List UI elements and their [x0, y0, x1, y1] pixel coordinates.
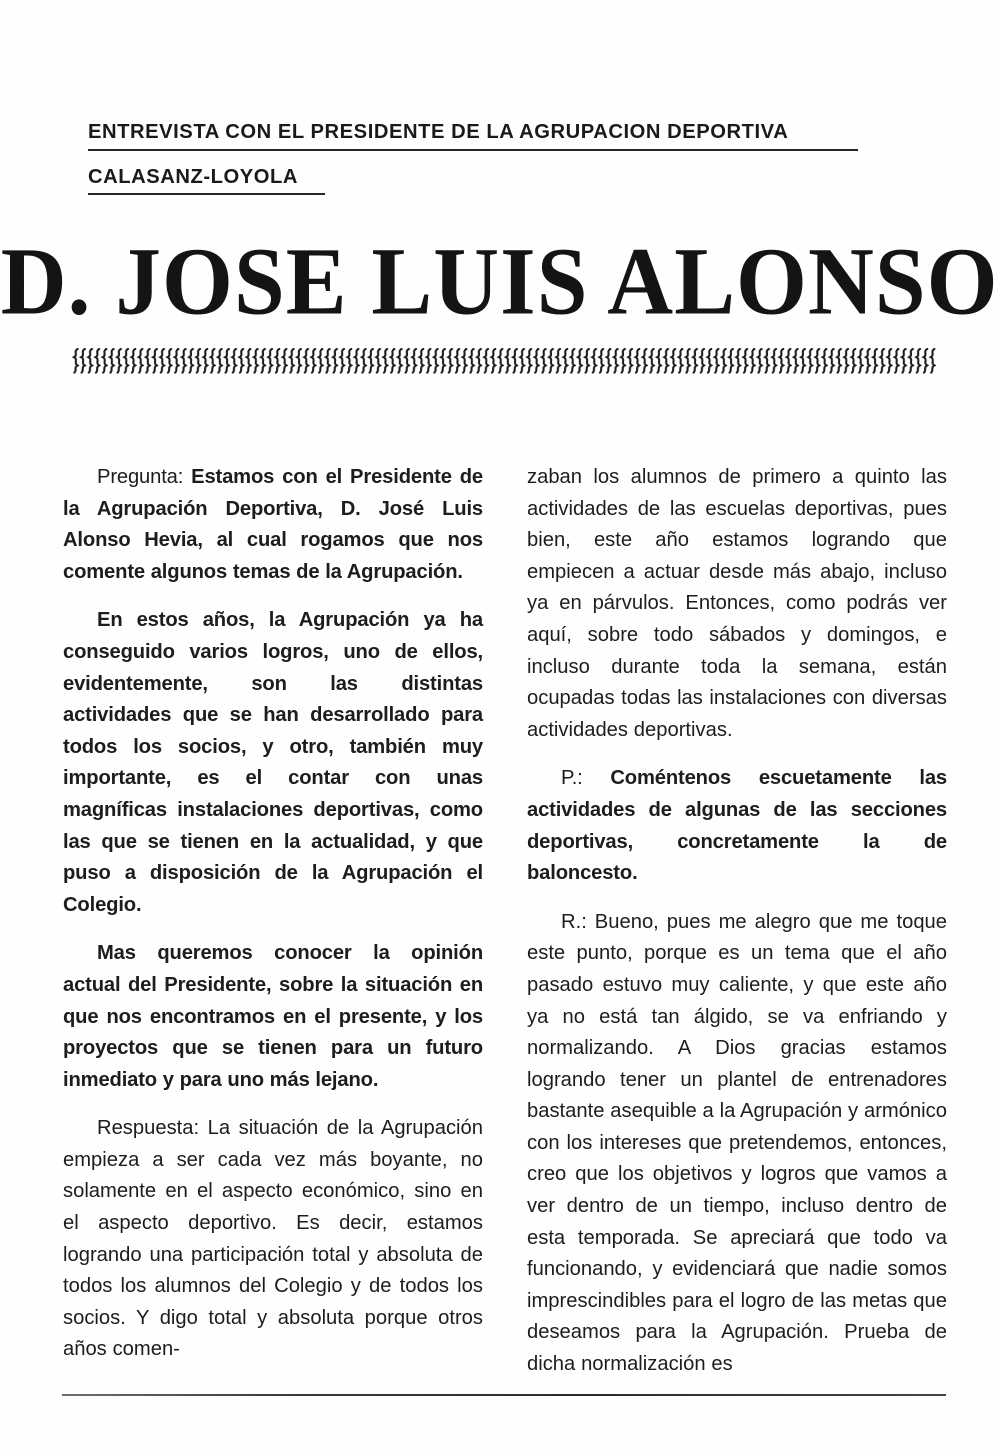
paragraph-answer-1-continued: [527, 462, 947, 746]
paragraph-text: Respuesta: La situación de la Agrupación empieza a ser cada vez más boyante, no solamente en el aspecto económico, sino en el aspecto deportivo. Es decir, estamos logrando una participación total y absoluta de todos los alumnos del Colegio y de todos los socios. Y digo total y absoluta porque otros años comen-: [63, 1117, 483, 1361]
paragraph-question-2: [527, 763, 947, 889]
kicker-line-2: CALASANZ-LOYOLA: [88, 164, 299, 188]
column-right: [527, 462, 947, 1376]
paragraph-lead-p: P.:: [561, 767, 611, 790]
paragraph-lead-pregunta: Pregunta:: [97, 466, 192, 488]
headline-text: D. JOSE LUIS ALONSO: [1, 227, 999, 335]
paragraph-question-1: [63, 462, 483, 588]
paragraph-question-1c: [63, 938, 483, 1096]
paragraph-text: zaban los alumnos de primero a quinto las actividades de las escuelas deportivas, pues bien, este año estamos logrando que empiecen a actuar desde más abajo, incluso ya en párvulos. Entonces, como podrás ver aquí, sobre todo sábados y domingos, e incluso durante toda la semana, están ocupadas todas las instalaciones con diversas actividades deportivas.: [527, 466, 947, 741]
kicker-line-1: ENTREVISTA CON EL PRESIDENTE DE LA AGRUPACION DEPORTIVA: [88, 120, 789, 143]
paragraph-text: En estos años, la Agrupación ya ha conseguido varios logros, uno de ellos, evidentemente, son las distintas actividades que se han desarrollado para todos los socios, y otro, también muy importante, es el contar con unas magníficas instalaciones deportivas, como las que se tienen en la actualidad, y que puso a disposición de la Agrupación el Colegio.: [63, 609, 483, 916]
page-title: [0, 227, 1000, 335]
paragraph-text: Mas queremos conocer la opinión actual del Presidente, sobre la situación en que nos encontramos en el presente, y los proyectos que se tienen para un futuro inmediato y para uno más lejano.: [63, 942, 483, 1091]
paragraph-answer-1: [63, 1113, 483, 1366]
paragraph-text: Coméntenos escuetamente las actividades de algunas de las secciones deportivas, concretamente la de baloncesto.: [527, 767, 947, 885]
kicker-underline-1: [88, 149, 858, 151]
kicker-heading: [88, 122, 948, 211]
zigzag-ornament-rule: [72, 348, 936, 374]
paragraph-text: Estamos con el Presidente de la Agrupación Deportiva, D. José Luis Alonso Hevia, al cual rogamos que nos comente algunos temas de la Agrupación.: [63, 466, 483, 583]
article-columns: [63, 462, 947, 1376]
paragraph-answer-2: [527, 907, 947, 1381]
bottom-divider-rule: [62, 1394, 946, 1396]
kicker-underline-2: [88, 193, 325, 195]
paragraph-question-1b: [63, 605, 483, 921]
paragraph-text: R.: Bueno, pues me alegro que me toque este punto, porque es un tema que el año pasado estuvo muy caliente, y que este año ya no está tan álgido, se va enfriando y normalizando. A Dios gracias estamos logrando tener un plantel de entrenadores bastante asequible a la Agrupación y armónico con los intereses que pretendemos, entonces, creo que los objetivos y logros que vamos a ver dentro de un tiempo, incluso dentro de esta temporada. Se apreciará que todo va funcionando, y evidenciará que nadie somos imprescindibles para el logro de las metas que deseamos para la Agrupación. Prueba de dicha normalización es: [527, 910, 947, 1376]
column-left: [63, 462, 483, 1367]
